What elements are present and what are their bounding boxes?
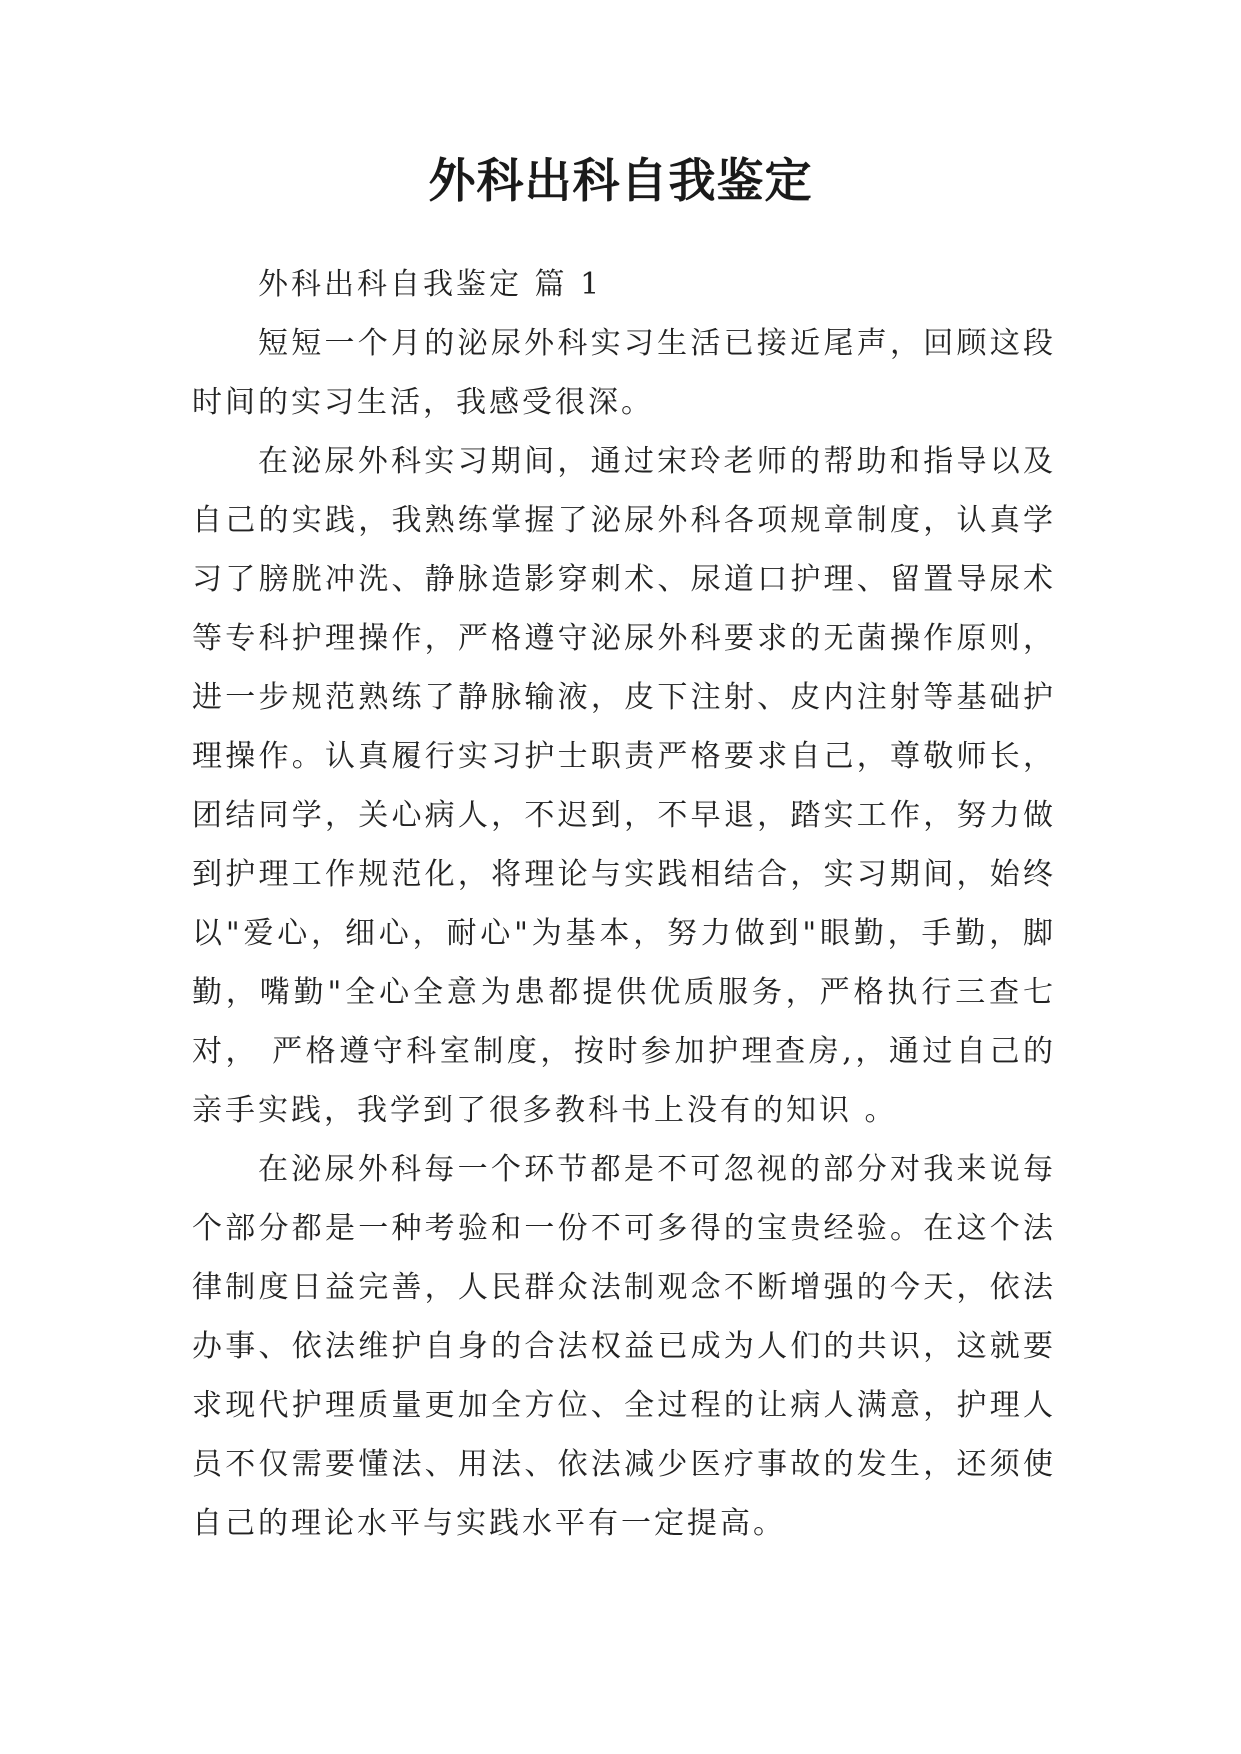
- paragraph-2: 在泌尿外科实习期间，通过宋玲老师的帮助和指导以及自己的实践，我熟练掌握了泌尿外科各项规章制度，认真学习了膀胱冲洗、静脉造影穿刺术、尿道口护理、留置导尿术等专科护理操作，严格遵守泌尿外科要求的无菌操作原则，进一步规范熟练了静脉输液，皮下注射、皮内注射等基础护理操作。认真履行实习护士职责严格要求自己，尊敬师长，团结同学，关心病人，不迟到，不早退，踏实工作，努力做到护理工作规范化，将理论与实践相结合，实习期间，始终以"爱心，细心，耐心"为基本，努力做到"眼勤，手勤，脚勤，嘴勤"全心全意为患都提供优质服务，严格执行三查七对， 严格遵守科室制度，按时参加护理查房,，通过自己的亲手实践，我学到了很多教科书上没有的知识 。: [192, 444, 1056, 1128]
- document-title: 外科出科自我鉴定: [428, 154, 813, 209]
- paragraph-1: 短短一个月的泌尿外科实习生活已接近尾声，回顾这段时间的实习生活，我感受很深。: [192, 326, 1056, 420]
- paragraph-3: 在泌尿外科每一个环节都是不可忽视的部分对我来说每个部分都是一种考验和一份不可多得的宝贵经验。在这个法律制度日益完善，人民群众法制观念不断增强的今天，依法办事、依法维护自身的合法权益已成为人们的共识，这就要求现代护理质量更加全方位、全过程的让病人满意，护理人员不仅需要懂法、用法、依法减少医疗事故的发生，还须使自己的理论水平与实践水平有一定提高。: [192, 1152, 1056, 1541]
- document-body: [192, 255, 1056, 1553]
- section-heading: 外科出科自我鉴定 篇 1: [258, 267, 603, 302]
